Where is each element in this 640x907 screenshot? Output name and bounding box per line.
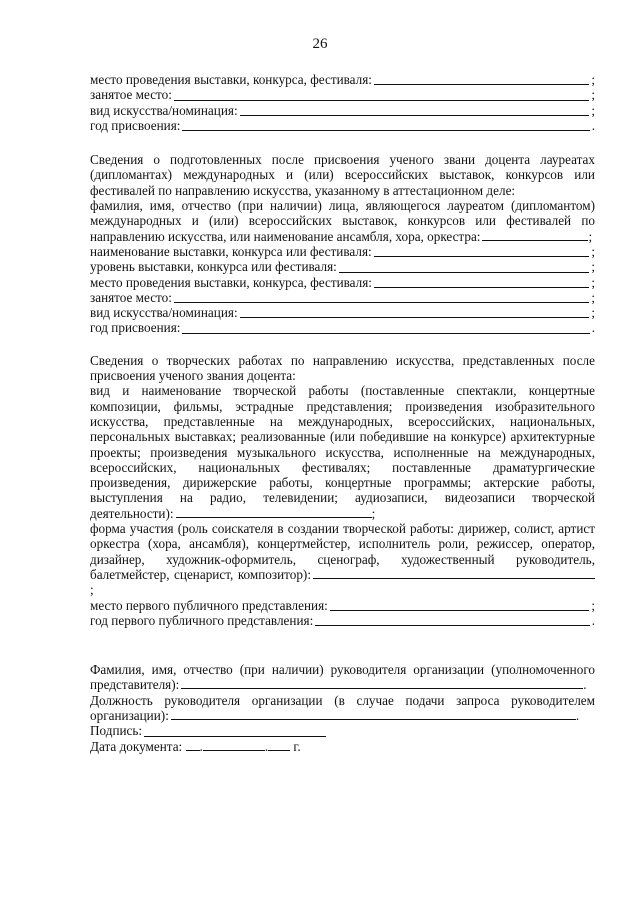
date-separator: . <box>199 738 203 754</box>
line-end: ; <box>591 597 595 613</box>
field-label: фамилия, имя, отчество (при наличии) лица, являющегося лауреатом (дипломантом) международных и (или) всероссийских выставок, конкурсов или фестивалей по направлению искусства, или наименование ансамбля, хора, оркестра: <box>90 198 595 244</box>
field-contest-level[interactable] <box>90 259 595 274</box>
line-end: ; <box>591 274 595 290</box>
fill-line[interactable] <box>174 89 589 101</box>
line-end: ; <box>591 72 595 87</box>
line-end: ; <box>591 289 595 305</box>
creative-works-heading: Сведения о творческих работах по направлению искусства, представленных после присвоения ученого звания доцента: <box>90 352 595 384</box>
field-label: занятое место: <box>90 87 172 103</box>
line-end: ; <box>591 102 595 118</box>
fill-line[interactable] <box>313 567 595 579</box>
form-content <box>90 72 595 754</box>
fill-line[interactable] <box>330 599 590 611</box>
field-label: Фамилия, имя, отчество (при наличии) руководителя организации (уполномоченного представителя): <box>90 662 595 693</box>
field-art-type[interactable] <box>90 305 595 320</box>
fill-line[interactable] <box>374 276 589 288</box>
date-day-blank[interactable] <box>186 739 200 751</box>
field-label: наименование выставки, конкурса или фестиваля: <box>90 243 372 259</box>
fill-line[interactable] <box>482 229 588 241</box>
field-contest-name[interactable] <box>90 244 595 259</box>
line-end: ; <box>591 305 595 321</box>
signature-field[interactable] <box>90 723 595 738</box>
fill-line[interactable] <box>240 104 590 116</box>
fill-line[interactable] <box>174 291 589 303</box>
line-end: ; <box>591 259 595 275</box>
date-suffix: г. <box>293 738 301 754</box>
field-label: форма участия (роль соискателя в создании творческой работы: дирижер, солист, артист оркестра (хора, ансамбля), концертмейстер, исполнитель роли, режиссер, оператор, дизайнер, художник-оформитель, сценограф, художественный руководитель, балетмейстер, сценарист, композитор): <box>90 521 595 582</box>
document-date-field[interactable] <box>90 739 595 754</box>
field-label: год первого публичного представления: <box>90 612 314 628</box>
field-label: Должность руководителя организации (в случае подачи запроса руководителем организации): <box>90 692 595 723</box>
field-label: уровень выставки, конкурса или фестиваля: <box>90 259 337 275</box>
award-details-block <box>90 72 595 133</box>
fill-line[interactable] <box>181 677 583 689</box>
head-name-field[interactable] <box>90 662 595 693</box>
line-end: ; <box>371 505 376 521</box>
field-label: вид и наименование творческой работы (поставленные спектакли, концертные композиции, фильмы, эстрадные представления; произведения изобразительного искусства, представленные на международных, всероссийских, национальных, персональных выставках; реализованные (или победившие на конкурсе) архитектурные проекты; произведения музыкального искусства, исполненные на международных, всероссийских, национальных фестивалях; поставленные драматургические произведения, дирижерские работы, концертные программы; актерские работы, выступления на радио, телевидении; аудиозаписи, видеозаписи творческой деятельности): <box>90 383 595 521</box>
laureates-heading: Сведения о подготовленных после присвоения ученого звани доцента лауреатах (дипломантах) международных и (или) всероссийских выставок, конкурсов или фестивалей по направлению искусства, указанному в аттестационном деле: <box>90 152 595 198</box>
fill-line[interactable] <box>176 506 372 518</box>
line-end: ; <box>588 228 593 244</box>
field-place[interactable] <box>90 290 595 305</box>
field-first-venue[interactable] <box>90 598 595 613</box>
field-label: год присвоения: <box>90 320 181 336</box>
fill-line[interactable] <box>171 708 576 720</box>
participation-form-field[interactable] <box>90 521 595 597</box>
field-year[interactable] <box>90 118 595 133</box>
fill-line[interactable] <box>182 322 589 334</box>
signature-line[interactable] <box>144 725 326 737</box>
creative-works-block <box>90 353 595 628</box>
field-label: год присвоения: <box>90 117 181 133</box>
line-end: ; <box>90 582 94 598</box>
fill-line[interactable] <box>374 245 590 257</box>
field-place[interactable] <box>90 87 595 102</box>
head-position-field[interactable] <box>90 693 595 724</box>
line-end: ; <box>591 87 595 103</box>
field-year[interactable] <box>90 320 595 335</box>
date-month-blank[interactable] <box>203 739 265 751</box>
line-end: . <box>575 707 580 723</box>
fill-line[interactable] <box>315 614 589 626</box>
fill-line[interactable] <box>339 261 589 273</box>
line-end: . <box>583 677 587 693</box>
field-label: место первого публичного представления: <box>90 597 328 613</box>
work-kind-field[interactable] <box>90 383 595 521</box>
field-venue[interactable] <box>90 275 595 290</box>
fill-line[interactable] <box>240 306 590 318</box>
field-label: Дата документа: <box>90 738 183 754</box>
field-label: занятое место: <box>90 289 172 305</box>
field-first-year[interactable] <box>90 613 595 628</box>
fill-line[interactable] <box>182 119 589 131</box>
field-venue[interactable] <box>90 72 595 87</box>
field-label: вид искусства/номинация: <box>90 305 238 321</box>
line-end: ; <box>591 243 595 259</box>
laureates-block <box>90 152 595 336</box>
laureate-person-field[interactable] <box>90 198 595 244</box>
signature-block <box>90 662 595 754</box>
line-end: . <box>591 320 595 336</box>
line-end: . <box>591 612 595 628</box>
date-year-blank[interactable] <box>268 739 290 751</box>
field-label: место проведения выставки, конкурса, фестиваля: <box>90 72 372 87</box>
page-number: 26 <box>312 36 328 52</box>
fill-line[interactable] <box>374 73 589 85</box>
date-separator: . <box>264 738 269 754</box>
line-end: . <box>591 117 595 133</box>
field-label: Подпись: <box>90 723 143 739</box>
field-label: место проведения выставки, конкурса, фестиваля: <box>90 274 372 290</box>
field-art-type[interactable] <box>90 103 595 118</box>
field-label: вид искусства/номинация: <box>90 102 238 118</box>
